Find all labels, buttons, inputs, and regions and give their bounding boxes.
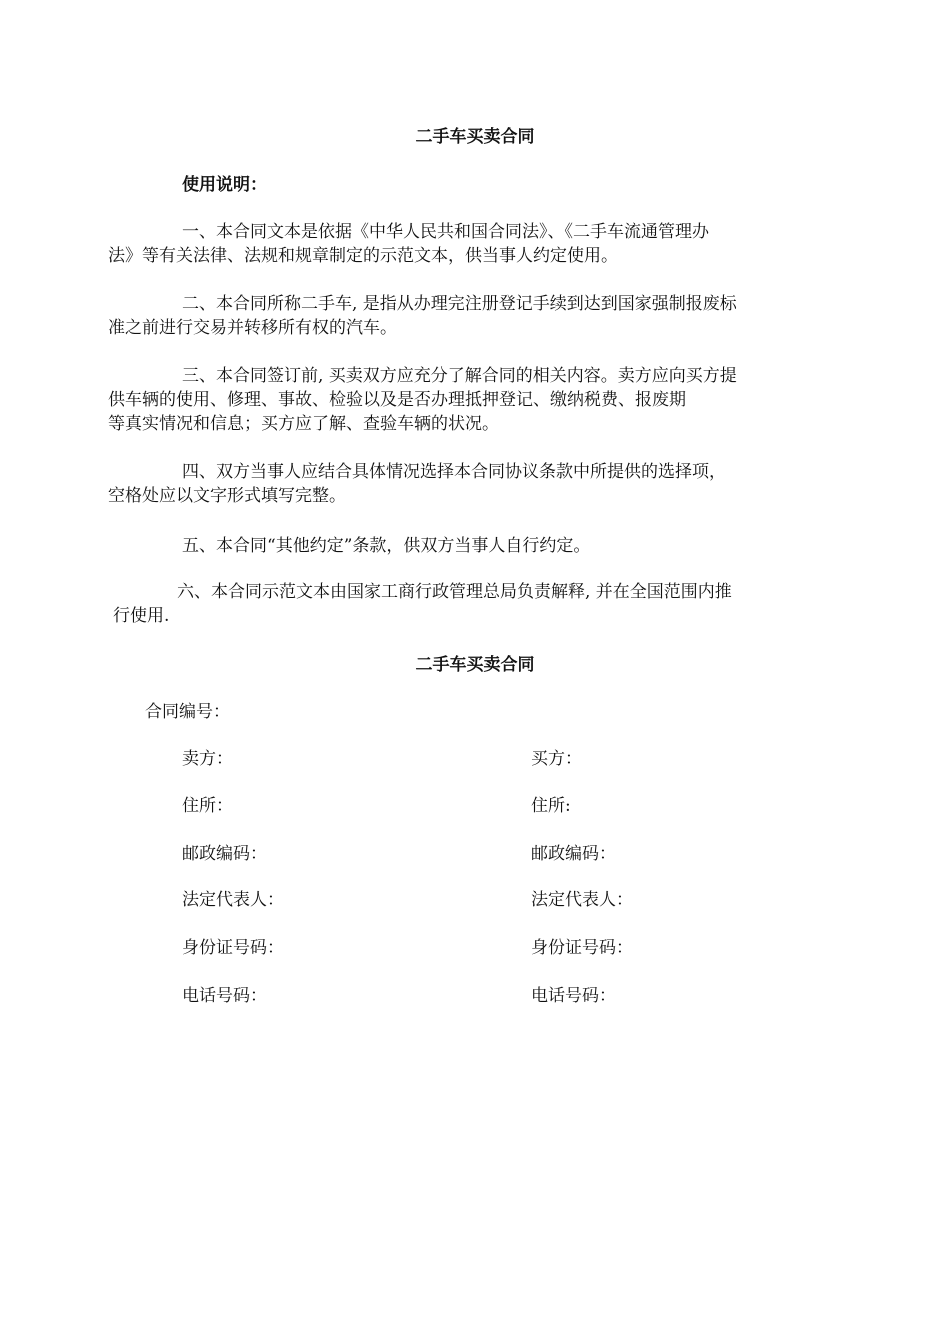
instruction-paragraph — [108, 364, 807, 436]
seller-phone-label: 电话号码： — [182, 986, 267, 1006]
paragraph-line: 供车辆的使用、修理、事故、检验以及是否办理抵押登记、缴纳税费、报废期 — [108, 390, 686, 410]
seller-name-label: 卖方： — [182, 749, 233, 769]
paragraph-line: 三、本合同签订前, 买卖双方应充分了解合同的相关内容。卖方应向买方提 — [182, 366, 737, 386]
paragraph-line: 法》等有关法律、法规和规章制定的示范文本，供当事人约定使用。 — [108, 246, 618, 266]
paragraph-line: 一、本合同文本是依据《中华人民共和国合同法》、《二手车流通管理办 — [182, 222, 709, 242]
instruction-paragraph — [113, 580, 807, 628]
paragraph-line: 五、本合同“其他约定”条款，供双方当事人自行约定。 — [182, 536, 591, 556]
paragraph-line: 空格处应以文字形式填写完整。 — [108, 486, 346, 506]
instruction-paragraph — [108, 460, 807, 508]
instruction-paragraph — [108, 292, 807, 340]
contract-title: 二手车买卖合同 — [415, 655, 535, 675]
paragraph-line: 六、本合同示范文本由国家工商行政管理总局负责解释, 并在全国范围内推 — [177, 582, 732, 602]
document-title: 二手车买卖合同 — [415, 127, 535, 147]
buyer-name-label: 买方： — [531, 749, 582, 769]
paragraph-line: 二、本合同所称二手车, 是指从办理完注册登记手续到达到国家强制报废标 — [182, 294, 737, 314]
seller-address-label: 住所： — [182, 796, 233, 816]
buyer-phone-label: 电话号码： — [531, 986, 616, 1006]
paragraph-line: 等真实情况和信息；买方应了解、查验车辆的状况。 — [108, 414, 499, 434]
seller-postcode-label: 邮政编码： — [182, 844, 267, 864]
paragraph-line: 准之前进行交易并转移所有权的汽车。 — [108, 318, 397, 338]
paragraph-line: 四、双方当事人应结合具体情况选择本合同协议条款中所提供的选择项， — [182, 462, 726, 482]
paragraph-line: 行使用. — [113, 606, 170, 626]
seller-id-number-label: 身份证号码： — [182, 938, 284, 958]
instruction-paragraph — [145, 534, 807, 558]
instruction-paragraph — [108, 220, 807, 268]
instructions-heading: 使用说明： — [182, 175, 267, 195]
buyer-legal-rep-label: 法定代表人： — [531, 890, 633, 910]
seller-legal-rep-label: 法定代表人： — [182, 890, 284, 910]
buyer-address-label: 住所: — [531, 796, 571, 816]
buyer-id-number-label: 身份证号码： — [531, 938, 633, 958]
contract-number-label: 合同编号： — [145, 702, 230, 722]
buyer-postcode-label: 邮政编码： — [531, 844, 616, 864]
